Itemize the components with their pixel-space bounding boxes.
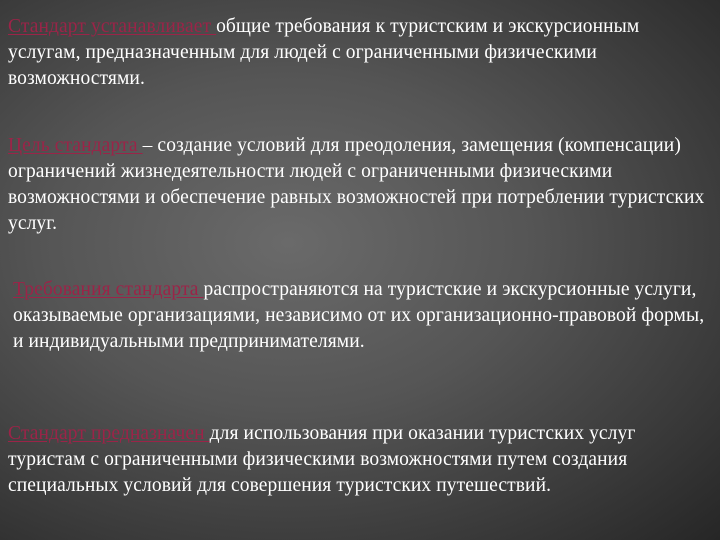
paragraph-standard-purpose <box>8 421 716 499</box>
paragraph-standard-requirements <box>13 277 716 355</box>
paragraph-text: для использования при оказании туристских услуг туристам с ограниченными физическими возможностями путем создания специальных условий для совершения туристских путешествий. <box>8 423 636 496</box>
paragraph-text: – создание условий для преодоления, замещения (компенсации) ограничений жизнедеятельности людей с ограниченными физическими возможностями и обеспечение равных возможностей при потреблении туристских услуг. <box>8 135 705 234</box>
paragraph-text: распространяются на туристские и экскурсионные услуги, оказываемые организациями, независимо от их организационно-правовой формы, и индивидуальными предпринимателями. <box>13 279 705 352</box>
term-standard-establishes: Стандарт устанавливает <box>8 16 217 37</box>
term-standard-requirements: Требования стандарта <box>13 279 204 300</box>
paragraph-standard-establishes <box>8 14 716 92</box>
paragraph-text: общие требования к туристским и экскурсионным услугам, предназначенным для людей с ограниченными физическими возможностями. <box>8 16 640 89</box>
term-standard-purpose: Стандарт предназначен <box>8 423 210 444</box>
paragraph-standard-goal <box>8 133 716 237</box>
term-standard-goal: Цель стандарта <box>8 135 143 156</box>
